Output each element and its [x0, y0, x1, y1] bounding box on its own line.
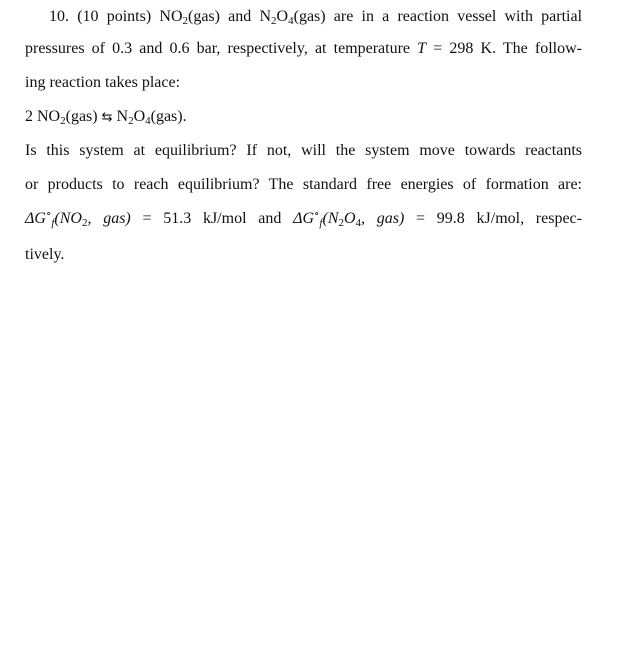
subscript: 2 — [128, 115, 134, 127]
math-fragment: (N — [322, 210, 339, 227]
problem-line-1 — [25, 0, 582, 34]
subscript: 2 — [60, 115, 66, 127]
math-fragment: , gas) — [87, 210, 131, 227]
problem-page — [25, 0, 582, 662]
subscript: 2 — [338, 217, 344, 229]
subscript: 2 — [271, 15, 277, 27]
problem-points: (10 points) — [77, 8, 152, 25]
subscript: 2 — [81, 217, 88, 229]
problem-number: 10. — [49, 8, 69, 25]
equilibrium-arrow-icon: ⇆ — [101, 110, 113, 125]
math-fragment: O — [343, 210, 356, 227]
problem-line-5: Is this system at equilibrium? If not, will the system move towards reactants — [25, 142, 582, 159]
degree-symbol: ∘ — [45, 208, 52, 220]
reaction-equation — [25, 100, 582, 134]
subscript: 4 — [355, 217, 362, 229]
text-fragment: = 298 K. The follow- — [426, 40, 582, 57]
degree-symbol: ∘ — [314, 208, 320, 220]
problem-line-3: ing reaction takes place: — [25, 74, 181, 91]
problem-line-8: tively. — [25, 246, 65, 263]
subscript: 4 — [288, 15, 294, 27]
text-fragment: pressures of 0.3 and 0.6 bar, respectively, at temperature — [25, 40, 418, 57]
reactant-state: (gas) — [65, 108, 98, 125]
delta-g-symbol: ΔG — [25, 210, 46, 227]
delta-g-n2o4 — [293, 210, 404, 227]
free-energy-line — [25, 202, 582, 236]
problem-line-6: or products to reach equilibrium? The standard free energies of formation are: — [25, 176, 582, 193]
product: N — [116, 108, 129, 125]
subscript: 4 — [145, 115, 151, 127]
formation-subscript: f — [51, 217, 55, 229]
text-fragment: (gas) are in a reaction vessel with partial — [293, 8, 583, 25]
subscript: 2 — [182, 15, 188, 27]
delta-g-n2o4-value: = 99.8 kJ/mol, respec- — [404, 210, 582, 227]
problem-line-2 — [25, 32, 582, 66]
delta-g-no2 — [25, 210, 131, 227]
formation-subscript: f — [319, 217, 323, 229]
delta-g-no2-value: = 51.3 kJ/mol and — [130, 210, 294, 227]
product: O — [133, 108, 146, 125]
math-fragment: (NO — [54, 210, 82, 227]
reactant: 2 NO — [25, 108, 61, 125]
text-fragment: O — [276, 8, 289, 25]
temperature-symbol: T — [417, 40, 427, 57]
delta-g-symbol: ΔG — [293, 210, 315, 227]
text-fragment: NO — [159, 8, 183, 25]
product-state: (gas). — [150, 108, 187, 125]
math-fragment: , gas) — [361, 210, 405, 227]
text-fragment: (gas) and N — [188, 8, 272, 25]
